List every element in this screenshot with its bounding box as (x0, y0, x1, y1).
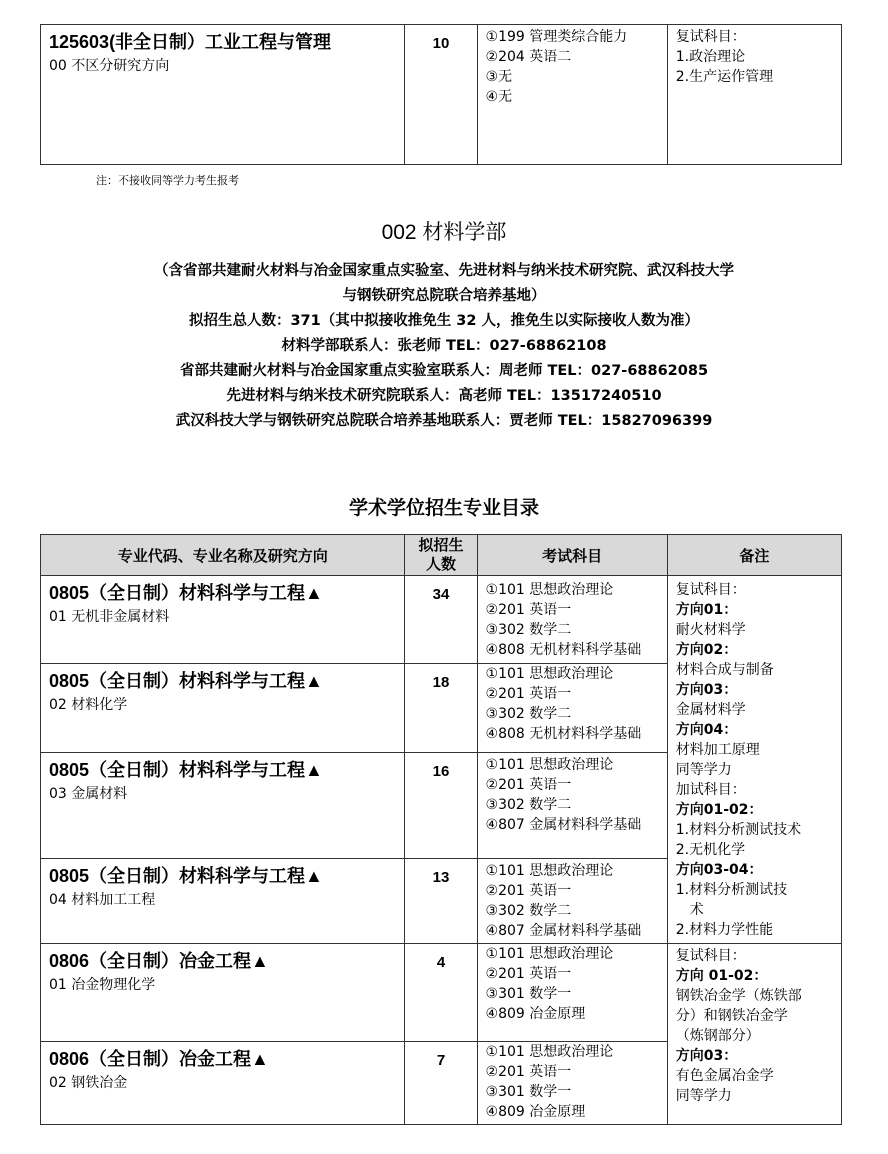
info-line: 与钢铁研究总院联合培养基地） (342, 288, 546, 304)
exam-subject: ④807 金属材料科学基础 (485, 923, 642, 939)
note-line: 2.材料力学性能 (675, 922, 774, 938)
note-line: 钢铁冶金学（炼铁部 (675, 988, 802, 1004)
exam-subject: ②201 英语一 (485, 686, 572, 702)
exam-subject: ③无 (485, 69, 513, 85)
note-line: 方向03-04： (675, 862, 763, 878)
note-line: （炼钢部分） (675, 1028, 760, 1044)
header-major: 专业代码、专业名称及研究方向 (41, 535, 405, 576)
note-line: 方向03： (675, 1048, 738, 1064)
major-direction: 00 不区分研究方向 (49, 58, 170, 74)
info-line: 武汉科技大学与钢铁研究总院联合培养基地联系人：贾老师 TEL：15827096399 (175, 413, 713, 429)
quota-value: 34 (432, 586, 450, 603)
exam-subject: ①101 思想政治理论 (485, 946, 614, 962)
notes-cell (667, 25, 841, 165)
major-title: 0806（全日制）冶金工程▲ (49, 1049, 269, 1069)
exam-subject: ③302 数学二 (485, 797, 572, 813)
department-title: 002 材料学部 (381, 221, 507, 244)
info-line: （含省部共建耐火材料与冶金国家重点实验室、先进材料与纳米技术研究院、武汉科技大学 (154, 263, 734, 279)
note-line: 术 (689, 902, 704, 918)
major-title: 0806（全日制）冶金工程▲ (49, 951, 269, 971)
top-table (40, 24, 842, 165)
catalog-table (40, 534, 842, 1125)
quota-value: 7 (436, 1052, 446, 1069)
quota-value: 10 (432, 35, 450, 52)
header-exams: 考试科目 (477, 535, 667, 576)
exam-subject: ①101 思想政治理论 (485, 1044, 614, 1060)
note-line: 材料合成与制备 (675, 662, 774, 678)
info-line: 省部共建耐火材料与冶金国家重点实验室联系人：周老师 TEL：027-68862085 (179, 363, 709, 379)
notes-cell-0805 (667, 576, 841, 944)
major-title: 0805（全日制）材料科学与工程▲ (49, 866, 323, 886)
note-line: 耐火材料学 (675, 622, 746, 638)
info-line: 材料学部联系人：张老师 TEL：027-68862108 (281, 338, 607, 354)
exam-subject: ②201 英语一 (485, 602, 572, 618)
note-line: 2.生产运作管理 (675, 69, 774, 85)
note-line: 复试科目： (675, 582, 746, 598)
note-line: 分）和钢铁冶金学 (675, 1008, 788, 1024)
exam-subject: ④808 无机材料科学基础 (485, 726, 642, 742)
note-line: 金属材料学 (675, 702, 746, 718)
quota-cell (405, 25, 477, 165)
note-line: 2.无机化学 (675, 842, 746, 858)
note-line: 复试科目： (675, 29, 746, 45)
footnote: 注：不接收同等学力考生报考 (96, 174, 239, 187)
note-line: 材料加工原理 (675, 742, 760, 758)
exam-subject: ④无 (485, 89, 513, 105)
exam-subject: ④807 金属材料科学基础 (485, 817, 642, 833)
major-direction: 02 材料化学 (49, 697, 128, 713)
exam-subject: ②201 英语一 (485, 777, 572, 793)
major-direction: 02 钢铁冶金 (49, 1075, 128, 1091)
major-direction: 01 冶金物理化学 (49, 977, 156, 993)
note-line: 方向03： (675, 682, 738, 698)
exam-subject: ①199 管理类综合能力 (485, 29, 628, 45)
major-direction: 03 金属材料 (49, 786, 128, 802)
major-cell (41, 25, 405, 165)
exam-subject: ②204 英语二 (485, 49, 572, 65)
note-line: 同等学力 (675, 1088, 732, 1104)
exam-subject: ①101 思想政治理论 (485, 582, 614, 598)
note-line: 加试科目： (675, 782, 746, 798)
exam-subject: ②201 英语一 (485, 966, 572, 982)
exam-subject: ②201 英语一 (485, 883, 572, 899)
exam-subject: ④808 无机材料科学基础 (485, 642, 642, 658)
exam-subject: ③301 数学一 (485, 986, 572, 1002)
note-line: 1.政治理论 (675, 49, 746, 65)
header-notes: 备注 (667, 535, 841, 576)
department-info (0, 259, 888, 434)
note-line: 方向 01-02： (675, 968, 768, 984)
exam-subject: ④809 冶金原理 (485, 1006, 586, 1022)
info-line: 拟招生总人数：371（其中拟接收推免生 32 人，推免生以实际接收人数为准） (188, 313, 700, 329)
exam-subject: ③301 数学一 (485, 1084, 572, 1100)
exam-subject: ③302 数学二 (485, 903, 572, 919)
major-direction: 01 无机非金属材料 (49, 609, 170, 625)
header-row (41, 535, 842, 576)
header-quota: 拟招生 人数 (405, 535, 477, 576)
table-row (41, 576, 842, 664)
exam-subject: ①101 思想政治理论 (485, 666, 614, 682)
catalog-title: 学术学位招生专业目录 (348, 497, 539, 519)
exam-subject: ③302 数学二 (485, 706, 572, 722)
quota-value: 4 (436, 954, 446, 971)
note-line: 1.材料分析测试技 (675, 882, 788, 898)
note-line: 有色金属冶金学 (675, 1068, 774, 1084)
major-title: 0805（全日制）材料科学与工程▲ (49, 671, 323, 691)
exam-cell (477, 25, 667, 165)
note-line: 复试科目： (675, 948, 746, 964)
exam-subject: ②201 英语一 (485, 1064, 572, 1080)
notes-cell-0806 (667, 944, 841, 1125)
note-line: 方向04： (675, 722, 738, 738)
exam-subject: ③302 数学二 (485, 622, 572, 638)
note-line: 方向01： (675, 602, 738, 618)
major-title: 0805（全日制）材料科学与工程▲ (49, 760, 323, 780)
exam-subject: ①101 思想政治理论 (485, 863, 614, 879)
note-line: 方向01-02： (675, 802, 763, 818)
info-line: 先进材料与纳米技术研究院联系人：高老师 TEL：13517240510 (226, 388, 662, 404)
exam-subject: ④809 冶金原理 (485, 1104, 586, 1120)
note-line: 1.材料分析测试技术 (675, 822, 802, 838)
major-title: 125603(非全日制）工业工程与管理 (49, 32, 332, 52)
note-line: 方向02： (675, 642, 738, 658)
quota-value: 16 (432, 763, 450, 780)
exam-subject: ①101 思想政治理论 (485, 757, 614, 773)
note-line: 同等学力 (675, 762, 732, 778)
table-row (41, 944, 842, 1042)
quota-value: 13 (432, 869, 450, 886)
major-title: 0805（全日制）材料科学与工程▲ (49, 583, 323, 603)
quota-value: 18 (432, 674, 450, 691)
major-direction: 04 材料加工工程 (49, 892, 156, 908)
